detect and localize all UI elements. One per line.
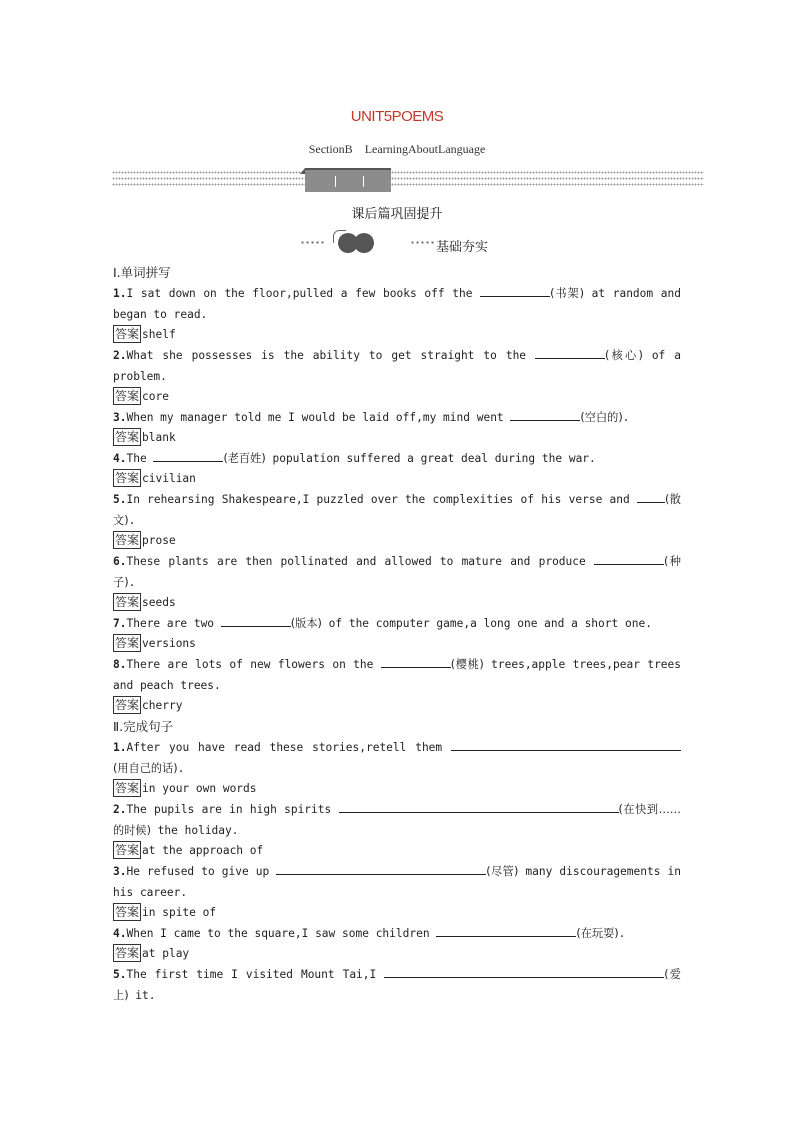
question-text-tail: of a problem. (113, 349, 688, 383)
question-number: 4. (113, 452, 127, 465)
question-text: He refused to give up (126, 865, 277, 878)
part1-list (113, 283, 688, 716)
dotted-rule (112, 177, 704, 180)
chinese-hint: (散文) (113, 493, 681, 527)
question-number: 3. (113, 865, 127, 878)
answer-blank[interactable] (221, 614, 291, 627)
answer-row (113, 428, 681, 448)
question-text-tail: at random and began to read. (113, 287, 688, 321)
answer-row (113, 593, 681, 613)
answer-value: prose (142, 534, 176, 547)
question-text-tail: . (622, 411, 630, 424)
answer-label-box: 答案 (115, 905, 140, 919)
answer-blank[interactable] (480, 284, 550, 297)
answer-row (113, 696, 681, 716)
question-text-tail: it. (128, 989, 156, 1002)
answer-label-box: 答案 (115, 946, 140, 960)
question-text: There are lots of new flowers on the (126, 658, 381, 671)
answer-value: civilian (142, 472, 196, 485)
answer-row (113, 325, 681, 345)
answer-blank[interactable] (451, 738, 681, 751)
answer-value: versions (142, 637, 196, 650)
answer-value: shelf (142, 328, 176, 341)
question-item (113, 861, 688, 903)
chinese-hint: (种子) (113, 555, 681, 589)
answer-label-box: 答案 (115, 781, 140, 795)
question-item (113, 489, 681, 531)
question-text: When my manager told me I would be laid off,my mind went (126, 411, 511, 424)
answer-blank[interactable] (339, 800, 619, 813)
question-text: In rehearsing Shakespeare,I puzzled over the complexities of his verse and (126, 493, 637, 506)
banner-tab (305, 168, 391, 192)
question-text-tail: . (128, 514, 136, 527)
question-text-tail: . (128, 576, 136, 589)
question-number: 3. (113, 411, 127, 424)
question-item (113, 407, 681, 428)
chinese-hint: (在玩耍) (576, 927, 619, 940)
question-number: 2. (113, 803, 127, 816)
question-number: 5. (113, 968, 127, 981)
answer-blank[interactable] (436, 924, 576, 937)
question-number: 2. (113, 349, 127, 362)
question-text: The pupils are in high spirits (126, 803, 339, 816)
part1-heading: Ⅰ.单词拼写 (113, 265, 171, 280)
decorative-banner (112, 167, 704, 193)
answer-row (113, 841, 681, 861)
answer-blank[interactable] (594, 552, 664, 565)
chinese-hint: (樱桃) (450, 658, 484, 671)
subtitle-topic: LearningAboutLanguage (364, 142, 486, 156)
question-item (113, 737, 681, 779)
answer-label-box: 答案 (115, 595, 140, 609)
question-item (113, 551, 681, 593)
answer-row (113, 779, 681, 799)
question-text-tail: the holiday. (150, 824, 239, 837)
dotted-rule (112, 183, 704, 186)
answer-value: at play (142, 947, 190, 960)
question-item (113, 448, 681, 469)
answer-row (113, 634, 681, 654)
answer-blank[interactable] (384, 965, 664, 978)
subtitle-section: SectionB (308, 142, 353, 156)
chinese-hint: (在快到……的时候) (113, 803, 681, 837)
question-item (113, 345, 688, 387)
question-item (113, 964, 681, 1006)
answer-row (113, 387, 681, 407)
answer-label-box: 答案 (115, 843, 140, 857)
answer-label-box: 答案 (115, 636, 140, 650)
answer-value: in spite of (142, 906, 217, 919)
question-text: The first time I visited Mount Tai,I (126, 968, 385, 981)
answer-label-box: 答案 (115, 533, 140, 547)
question-text: When I came to the square,I saw some children (126, 927, 437, 940)
part2-list (113, 737, 688, 1006)
question-item (113, 283, 688, 325)
answer-label-box: 答案 (115, 389, 140, 403)
badge-label: 基础夯实 (436, 240, 489, 255)
answer-label-box: 答案 (115, 698, 140, 712)
chinese-hint: (老百姓) (223, 452, 266, 465)
question-item (113, 923, 681, 944)
answer-row (113, 469, 681, 489)
question-number: 4. (113, 927, 127, 940)
chinese-hint: (用自己的话) (113, 762, 178, 775)
page-subtitle (0, 142, 794, 157)
answer-blank[interactable] (510, 408, 580, 421)
answer-row (113, 944, 681, 964)
question-item (113, 799, 681, 841)
chinese-hint: (空白的) (580, 411, 623, 424)
answer-label-box: 答案 (115, 327, 140, 341)
question-text-tail: . (618, 927, 626, 940)
question-text: I sat down on the floor,pulled a few books off the (126, 287, 481, 300)
answer-value: cherry (142, 699, 183, 712)
dotted-rule (112, 171, 704, 174)
question-number: 7. (113, 617, 127, 630)
chinese-hint: (尽管) (486, 865, 519, 878)
answer-blank[interactable] (153, 449, 223, 462)
question-text: There are two (126, 617, 221, 630)
answer-row (113, 531, 681, 551)
exercise-content (113, 262, 688, 1006)
question-text-tail: many discouragements in his career. (113, 865, 688, 899)
level-badge (300, 230, 520, 256)
section-heading: 课后篇巩固提升 (351, 207, 443, 222)
part2-heading: Ⅱ.完成句子 (113, 719, 174, 734)
question-text: The (126, 452, 154, 465)
page-title: UNIT5POEMS (350, 108, 444, 125)
question-number: 6. (113, 555, 127, 568)
question-text-tail: population suffered a great deal during the war. (265, 452, 596, 465)
chinese-hint: (书架) (550, 287, 584, 300)
question-text: After you have read these stories,retell them (126, 741, 451, 754)
answer-value: at the approach of (142, 844, 264, 857)
question-text-tail: of the computer game,a long one and a short one. (321, 617, 652, 630)
answer-value: blank (142, 431, 176, 444)
answer-value: seeds (142, 596, 176, 609)
question-number: 8. (113, 658, 127, 671)
answer-label-box: 答案 (115, 430, 140, 444)
answer-blank[interactable] (637, 490, 665, 503)
question-number: 1. (113, 741, 127, 754)
answer-blank[interactable] (535, 346, 605, 359)
chinese-hint: (爱上) (113, 968, 681, 1002)
answer-label-box: 答案 (115, 471, 140, 485)
question-text-tail: . (177, 762, 185, 775)
question-item (113, 654, 688, 696)
answer-value: core (142, 390, 169, 403)
answer-blank[interactable] (276, 862, 486, 875)
answer-value: in your own words (142, 782, 257, 795)
question-number: 1. (113, 287, 127, 300)
question-text: These plants are then pollinated and allowed to mature and produce (126, 555, 594, 568)
question-text-tail: trees,apple trees,pear trees and peach trees. (113, 658, 688, 692)
question-text: What she possesses is the ability to get straight to the (126, 349, 536, 362)
question-number: 5. (113, 493, 127, 506)
answer-row (113, 903, 681, 923)
answer-blank[interactable] (381, 655, 451, 668)
chinese-hint: (版本) (290, 617, 322, 630)
question-item (113, 613, 681, 634)
chinese-hint: (核心) (605, 349, 643, 362)
